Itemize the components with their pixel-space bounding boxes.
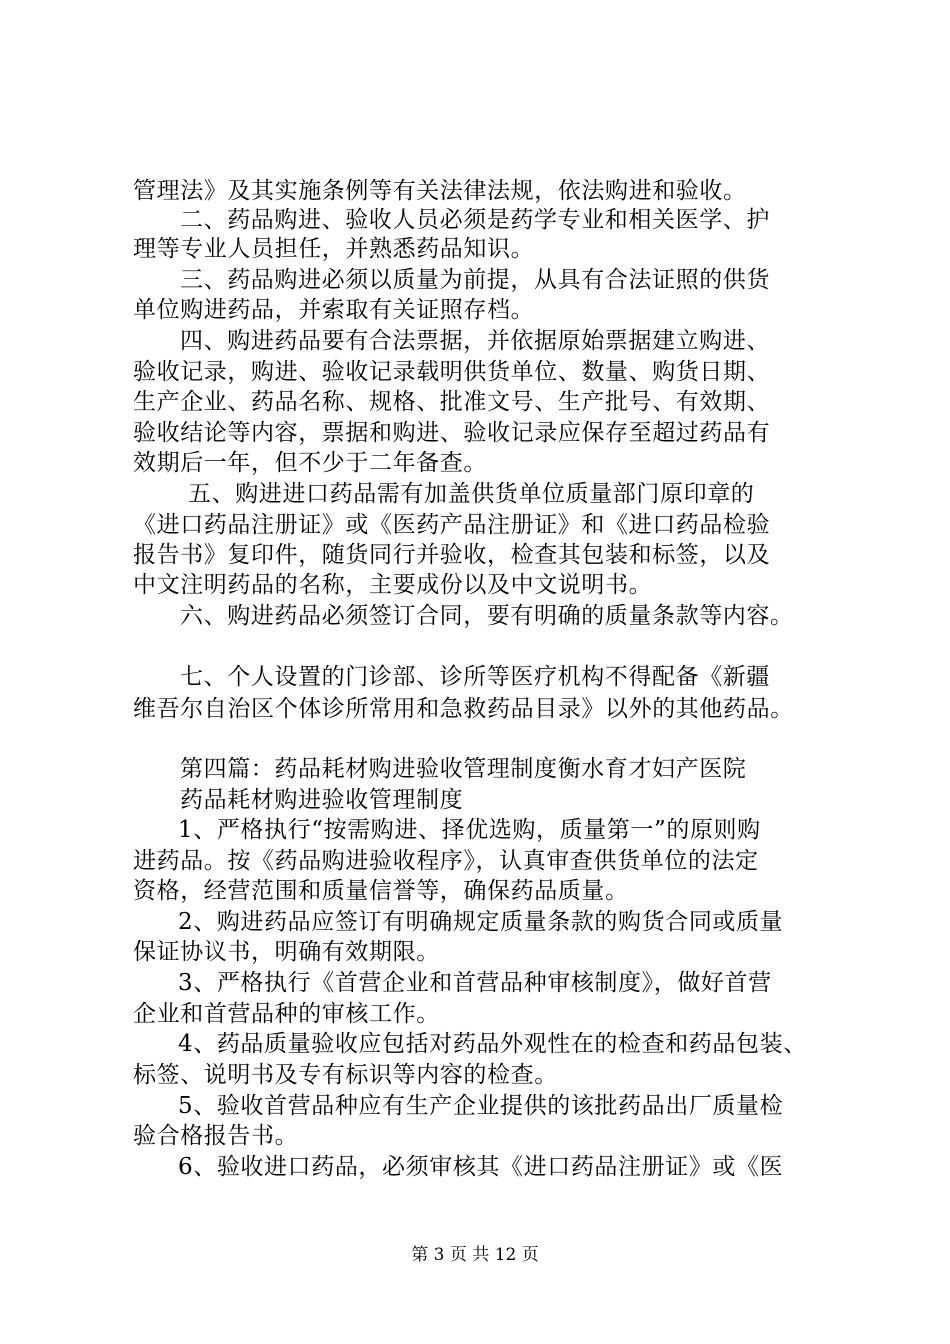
text-line: 企业和首营品种的审核工作。 [133,1001,440,1027]
document-subtitle: 药品耗材购进验收管理制度 [180,787,464,813]
text-line: 6、验收进口药品，必须审核其《进口药品注册证》或《医 [178,1154,784,1180]
text-line: 三、药品购进必须以质量为前提，从具有合法证照的供货 [180,267,770,293]
text-line: 中文注明药品的名称，主要成份以及中文说明书。 [133,572,653,598]
text-line: 资格，经营范围和质量信誉等，确保药品质量。 [133,878,629,904]
text-line: 单位购进药品，并索取有关证照存档。 [133,297,535,323]
text-line: 理等专业人员担任，并熟悉药品知识。 [133,236,535,262]
text-line: 2、购进药品应签订有明确规定质量条款的购货合同或质量 [178,909,784,935]
text-line: 进药品。按《药品购进验收程序》，认真审查供货单位的法定 [133,848,759,874]
text-line: 生产企业、药品名称、规格、批准文号、生产批号、有效期、 [133,389,771,415]
text-line: 1、严格执行“按需购进、择优选购，质量第一”的原则购 [178,817,761,843]
text-line: 维吾尔自治区个体诊所常用和急救药品目录》以外的其他药品。 [133,696,794,722]
text-line: 五、购进进口药品需有加盖供货单位质量部门原印章的 [188,481,755,507]
page-footer: 第 3 页 共 12 页 [411,1245,539,1265]
text-line: 标签、说明书及专有标识等内容的检查。 [133,1062,558,1088]
section-heading: 第四篇：药品耗材购进验收管理制度衡水育才妇产医院 [180,756,747,782]
text-line: 报告书》复印件，随货同行并验收，检查其包装和标签，以及 [133,542,771,568]
text-line: 四、购进药品要有合法票据，并依据原始票据建立购进、 [180,328,770,354]
text-line: 保证协议书，明确有效期限。 [133,939,440,965]
text-line: 《进口药品注册证》或《医药产品注册证》和《进口药品检验 [133,512,771,538]
text-line: 效期后一年，但不少于二年备查。 [133,450,487,476]
text-line: 七、个人设置的门诊部、诊所等医疗机构不得配备《新疆 [180,664,770,690]
text-line: 验合格报告书。 [133,1123,299,1149]
text-line: 4、药品质量验收应包括对药品外观性在的检查和药品包装、 [178,1031,807,1057]
text-line: 5、验收首营品种应有生产企业提供的该批药品出厂质量检 [178,1093,784,1119]
text-line: 管理法》及其实施条例等有关法律法规，依法购进和验收。 [133,178,747,204]
text-line: 六、购进药品必须签订合同，要有明确的质量条款等内容。 [180,603,794,629]
text-line: 验收结论等内容，票据和购进、验收记录应保存至超过药品有 [133,420,771,446]
text-line: 3、严格执行《首营企业和首营品种审核制度》，做好首营 [178,970,772,996]
text-line: 验收记录，购进、验收记录载明供货单位、数量、购货日期、 [133,359,771,385]
text-line: 二、药品购进、验收人员必须是药学专业和相关医学、护 [180,207,770,233]
